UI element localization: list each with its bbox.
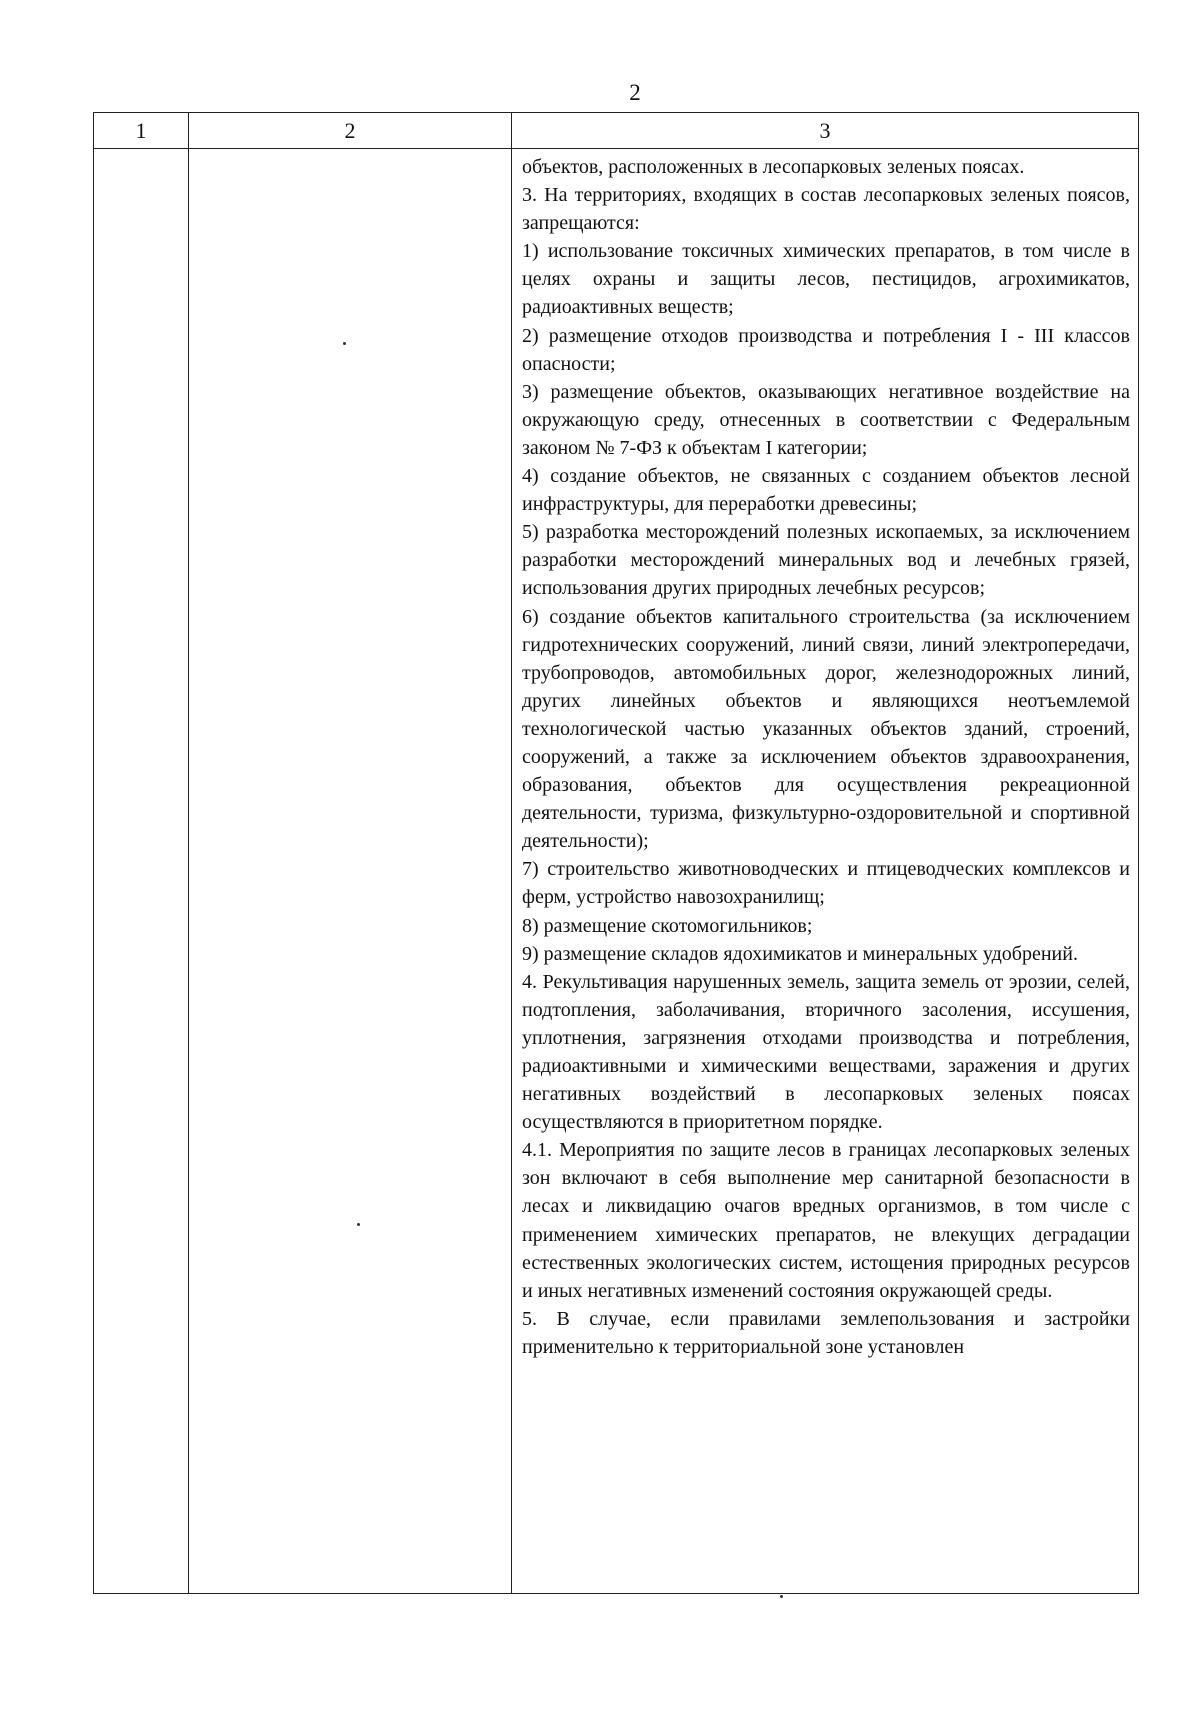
column-2-cell [189,149,512,1594]
scan-speck [343,342,346,345]
header-cell-3: 3 [512,113,1139,149]
paragraph: объектов, расположенных в лесопарковых зеленых поясах. [522,156,1025,178]
table-header-row [94,113,1139,149]
paragraph: 9) размещение складов ядохимикатов и минеральных удобрений. [522,942,1078,965]
paragraph: 3. На территориях, входящих в состав лесопарковых зеленых поясов, запрещаются: [522,184,1130,235]
paragraph: 4. Рекультивация нарушенных земель, защита земель от эрозии, селей, подтопления, заболачивания, вторичного засоления, иссушения, уплотнения, загрязнения отходами производства и потребления, радиоактивными и химическими веществами, заражения и других негативных воздействий в лесопарковых зеленых поясах осуществляются в приоритетном порядке. [522,970,1130,1134]
page-number: 2 [629,80,641,105]
paragraph: 4.1. Мероприятия по защите лесов в границах лесопарковых зеленых зон включают в себя выполнение мер санитарной безопасности в лесах и ликвидацию очагов вредных организмов, в том числе с применением химических препаратов, не влекущих деградации естественных экологических систем, истощения природных ресурсов и иных негативных изменений состояния окружающей среды. [522,1139,1130,1302]
column-3-content [512,149,1139,1594]
column-1-cell [94,149,189,1594]
paragraph: 5) разработка месторождений полезных ископаемых, за исключением разработки месторождений минеральных вод и лечебных грязей, использования других природных лечебных ресурсов; [522,521,1130,600]
paragraph: 3) размещение объектов, оказывающих негативное воздействие на окружающую среду, отнесенных в соответствии с Федеральным законом № 7-ФЗ к объектам I категории; [522,380,1130,459]
document-table [93,112,1139,1594]
header-cell-2: 2 [189,113,512,149]
paragraph: 7) строительство животноводческих и птицеводческих комплексов и ферм, устройство навозохранилищ; [522,858,1130,909]
paragraph: 6) создание объектов капитального строительства (за исключением гидротехнических сооружений, линий связи, линий электропередачи, трубопроводов, автомобильных дорог, железнодорожных линий, других линейных объектов и являющихся неотъемлемой технологической частью указанных объектов зданий, строений, сооружений, а также за исключением объектов здравоохранения, образования, объектов для осуществления рекреационной деятельности, туризма, физкультурно-оздоровительной и спортивной деятельности); [522,605,1130,853]
header-cell-1: 1 [94,113,189,149]
table-body-row [94,149,1139,1594]
paragraph: 8) размещение скотомогильников; [522,914,813,937]
scan-speck [780,1595,783,1598]
paragraph: 2) размещение отходов производства и потребления I - III классов опасности; [522,324,1130,375]
paragraph: 1) использование токсичных химических препаратов, в том числе в целях охраны и защиты лесов, пестицидов, агрохимикатов, радиоактивных веществ; [522,240,1130,319]
paragraph: 5. В случае, если правилами землепользования и застройки применительно к территориальной зоне установлен [522,1307,1130,1358]
paragraph: 4) создание объектов, не связанных с созданием объектов лесной инфраструктуры, для переработки древесины; [522,465,1130,516]
scan-speck [357,1223,360,1226]
